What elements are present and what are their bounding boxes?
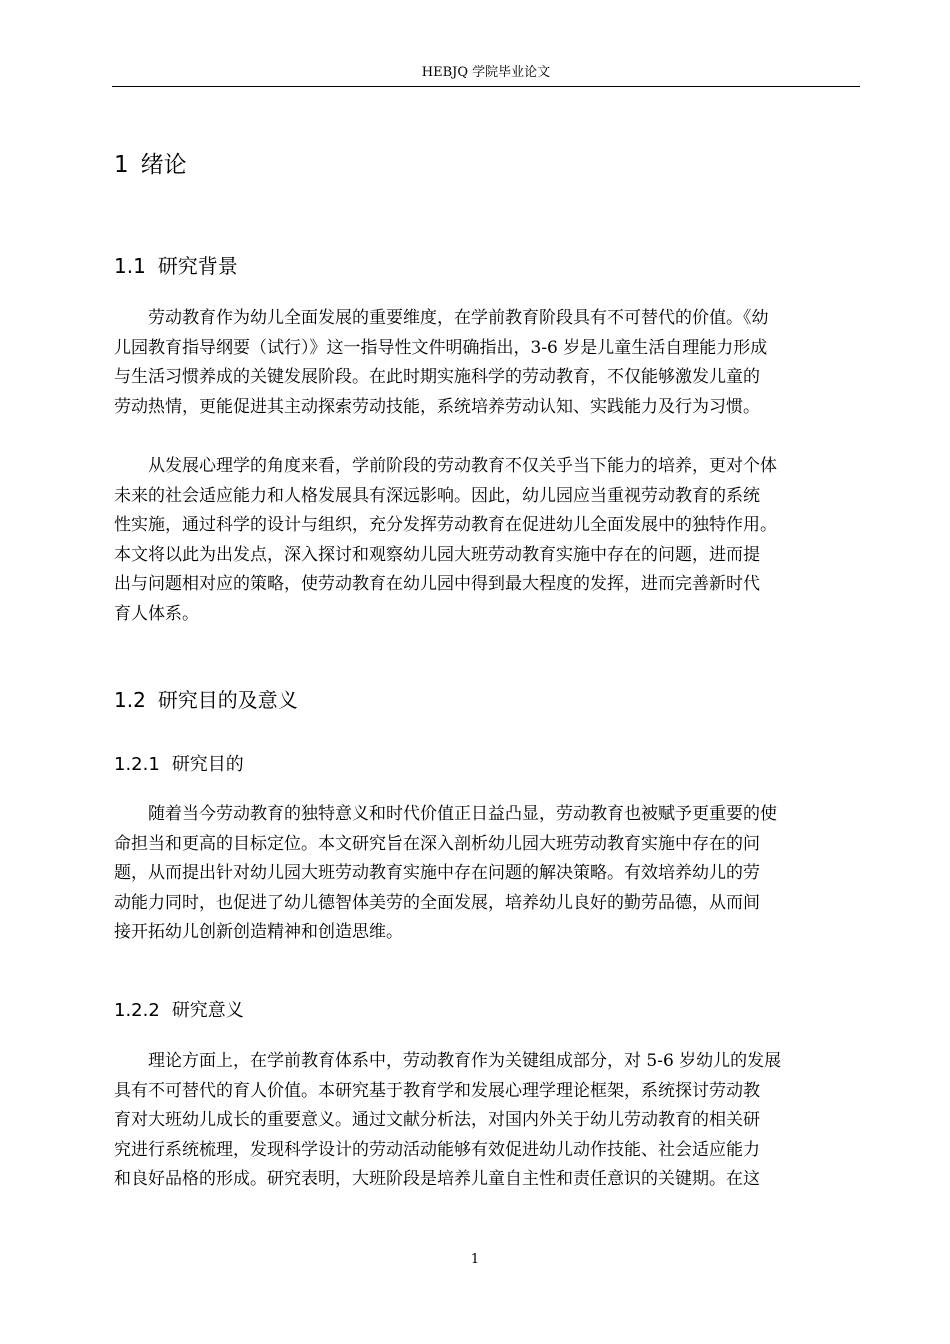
text-line: 出与问题相对应的策略，使劳动教育在幼儿园中得到最大程度的发挥，进而完善新时代 [114, 574, 760, 594]
text-line: 接开拓幼儿创新创造精神和创造思维。 [114, 922, 403, 942]
paragraph-background-1 [114, 304, 874, 422]
subsection-number: 1.2.1 [114, 754, 160, 775]
subsection-heading-1-2-1 [114, 752, 244, 778]
text-line: 题，从而提出针对幼儿园大班劳动教育实施中存在问题的解决策略。有效培养幼儿的劳 [114, 863, 760, 883]
text-line: 随着当今劳动教育的独特意义和时代价值正日益凸显，劳动教育也被赋予更重要的使 [114, 804, 777, 824]
subsection-number: 1.2.2 [114, 1000, 160, 1021]
text-line: 究进行系统梳理，发现科学设计的劳动活动能够有效促进幼儿动作技能、社会适应能力 [114, 1139, 760, 1160]
page-number: 1 [470, 1252, 480, 1267]
text-line: 理论方面上，在学前教育体系中，劳动教育作为关键组成部分，对 5-6 岁幼儿的发展 [114, 1051, 782, 1071]
text-line: 儿园教育指导纲要（试行）》这一指导性文件明确指出，3-6 岁是儿童生活自理能力形成 [114, 337, 768, 358]
text-line: 具有不可替代的育人价值。本研究基于教育学和发展心理学理论框架，系统探讨劳动教 [114, 1080, 760, 1101]
section-number: 1.1 [114, 254, 146, 278]
section-heading-1-1 [114, 252, 238, 280]
section-title: 研究目的及意义 [157, 688, 298, 712]
running-header: HEBJQ 学院毕业论文 [421, 65, 551, 80]
subsection-heading-1-2-2 [114, 998, 244, 1024]
text-line: 从发展心理学的角度来看，学前阶段的劳动教育不仅关乎当下能力的培养，更对个体 [114, 456, 777, 476]
chapter-title: 绪论 [140, 152, 187, 178]
text-line: 未来的社会适应能力和人格发展具有深远影响。因此，幼儿园应当重视劳动教育的系统 [114, 485, 760, 506]
chapter-heading [114, 150, 187, 180]
section-heading-1-2 [114, 686, 298, 714]
chapter-number: 1 [114, 152, 129, 178]
text-line: 和良好品格的形成。研究表明，大班阶段是培养儿童自主性和责任意识的关键期。在这 [114, 1169, 760, 1189]
text-line: 命担当和更高的目标定位。本文研究旨在深入剖析幼儿园大班劳动教育实施中存在的问 [114, 833, 760, 854]
header-divider [112, 86, 860, 87]
text-line: 育对大班幼儿成长的重要意义。通过文献分析法，对国内外关于幼儿劳动教育的相关研 [114, 1110, 760, 1130]
text-line: 劳动热情，更能促进其主动探索劳动技能，系统培养劳动认知、实践能力及行为习惯。 [114, 396, 760, 417]
text-line: 劳动教育作为幼儿全面发展的重要维度，在学前教育阶段具有不可替代的价值。《幼 [114, 308, 769, 328]
paragraph-purpose [114, 800, 874, 948]
text-line: 动能力同时，也促进了幼儿德智体美劳的全面发展，培养幼儿良好的勤劳品德，从而间 [114, 892, 760, 913]
text-line: 性实施，通过科学的设计与组织，充分发挥劳动教育在促进幼儿全面发展中的独特作用。 [114, 515, 777, 535]
paragraph-background-2 [114, 452, 874, 629]
subsection-title: 研究意义 [171, 1000, 244, 1021]
section-number: 1.2 [114, 688, 146, 712]
text-line: 育人体系。 [114, 603, 199, 624]
section-title: 研究背景 [157, 254, 238, 278]
text-line: 本文将以此为出发点，深入探讨和观察幼儿园大班劳动教育实施中存在的问题，进而提 [114, 544, 760, 565]
subsection-title: 研究目的 [171, 754, 244, 775]
paragraph-significance [114, 1047, 874, 1195]
text-line: 与生活习惯养成的关键发展阶段。在此时期实施科学的劳动教育，不仅能够激发儿童的 [114, 367, 760, 387]
